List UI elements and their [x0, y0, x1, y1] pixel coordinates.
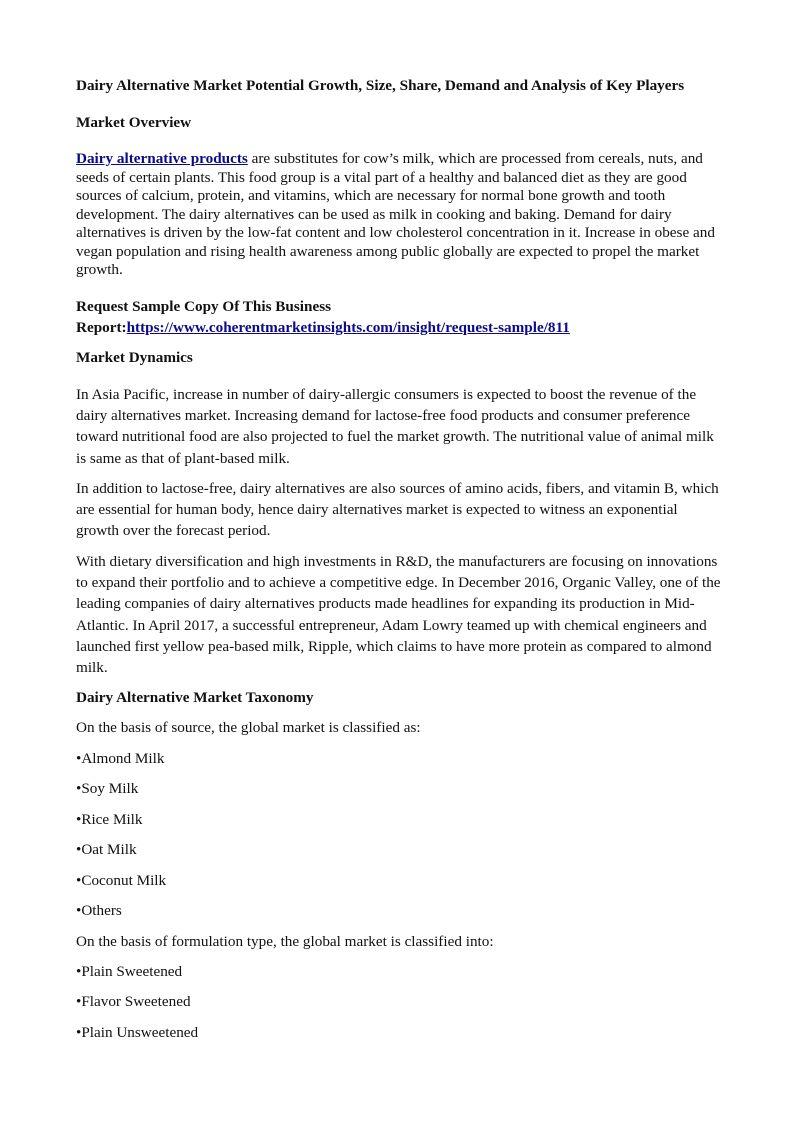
source-intro: On the basis of source, the global market is classified as:: [76, 719, 421, 736]
market-overview-paragraph: [76, 150, 722, 280]
dairy-alternative-products-link[interactable]: Dairy alternative products: [76, 150, 248, 167]
market-dynamics-paragraph-3: With dietary diversification and high investments in R&D, the manufacturers are focusing on innovations to expand their portfolio and to achieve a competitive edge. In December 2016, Organic Valley, one of the leading companies of dairy alternatives products made headlines for expanding its production in Mid-Atlantic. In April 2017, a successful entrepreneur, Adam Lowry teamed up with chemical engineers and launched first yellow pea-based milk, Ripple, which claims to have more protein as compared to almond milk.: [76, 553, 721, 677]
market-overview-heading: Market Overview: [76, 114, 192, 131]
list-item: •Soy Milk: [76, 780, 139, 797]
request-sample-link[interactable]: https://www.coherentmarketinsights.com/insight/request-sample/811: [126, 319, 570, 336]
list-item: •Flavor Sweetened: [76, 993, 191, 1010]
market-dynamics-paragraph-2: In addition to lactose-free, dairy alternatives are also sources of amino acids, fibers, and vitamin B, which are essential for human body, hence dairy alternatives market is expected to witness an exponential growth over the forecast period.: [76, 480, 719, 540]
list-item: •Plain Unsweetened: [76, 1024, 199, 1041]
list-item: •Almond Milk: [76, 750, 165, 767]
list-item: •Rice Milk: [76, 811, 143, 828]
taxonomy-heading: Dairy Alternative Market Taxonomy: [76, 689, 314, 706]
request-sample-line1: Request Sample Copy Of This Business: [76, 298, 332, 315]
list-item: •Others: [76, 902, 122, 919]
market-dynamics-heading: Market Dynamics: [76, 349, 193, 366]
request-sample-label: Report:: [76, 319, 127, 336]
formulation-intro: On the basis of formulation type, the global market is classified into:: [76, 933, 494, 950]
list-item: •Coconut Milk: [76, 872, 167, 889]
market-overview-body: are substitutes for cow’s milk, which are processed from cereals, nuts, and seeds of certain plants. This food group is a vital part of a healthy and balanced diet as they are good sources of calcium, protein, and vitamins, which are necessary for normal bone growth and tooth development. The dairy alternatives can be used as milk in cooking and baking. Demand for dairy alternatives is driven by the low-fat content and low cholesterol concentration in it. Increase in obese and vegan population and rising health awareness among public globally are expected to propel the market growth.: [76, 150, 715, 278]
list-item: •Plain Sweetened: [76, 963, 183, 980]
request-sample-line2: [76, 318, 570, 337]
document-title: Dairy Alternative Market Potential Growth, Size, Share, Demand and Analysis of Key Players: [76, 77, 685, 94]
market-dynamics-paragraph-1: In Asia Pacific, increase in number of dairy-allergic consumers is expected to boost the revenue of the dairy alternatives market. Increasing demand for lactose-free food products and consumer preference toward nutritional food are also projected to fuel the market growth. The nutritional value of animal milk is same as that of plant-based milk.: [76, 386, 714, 467]
list-item: •Oat Milk: [76, 841, 137, 858]
